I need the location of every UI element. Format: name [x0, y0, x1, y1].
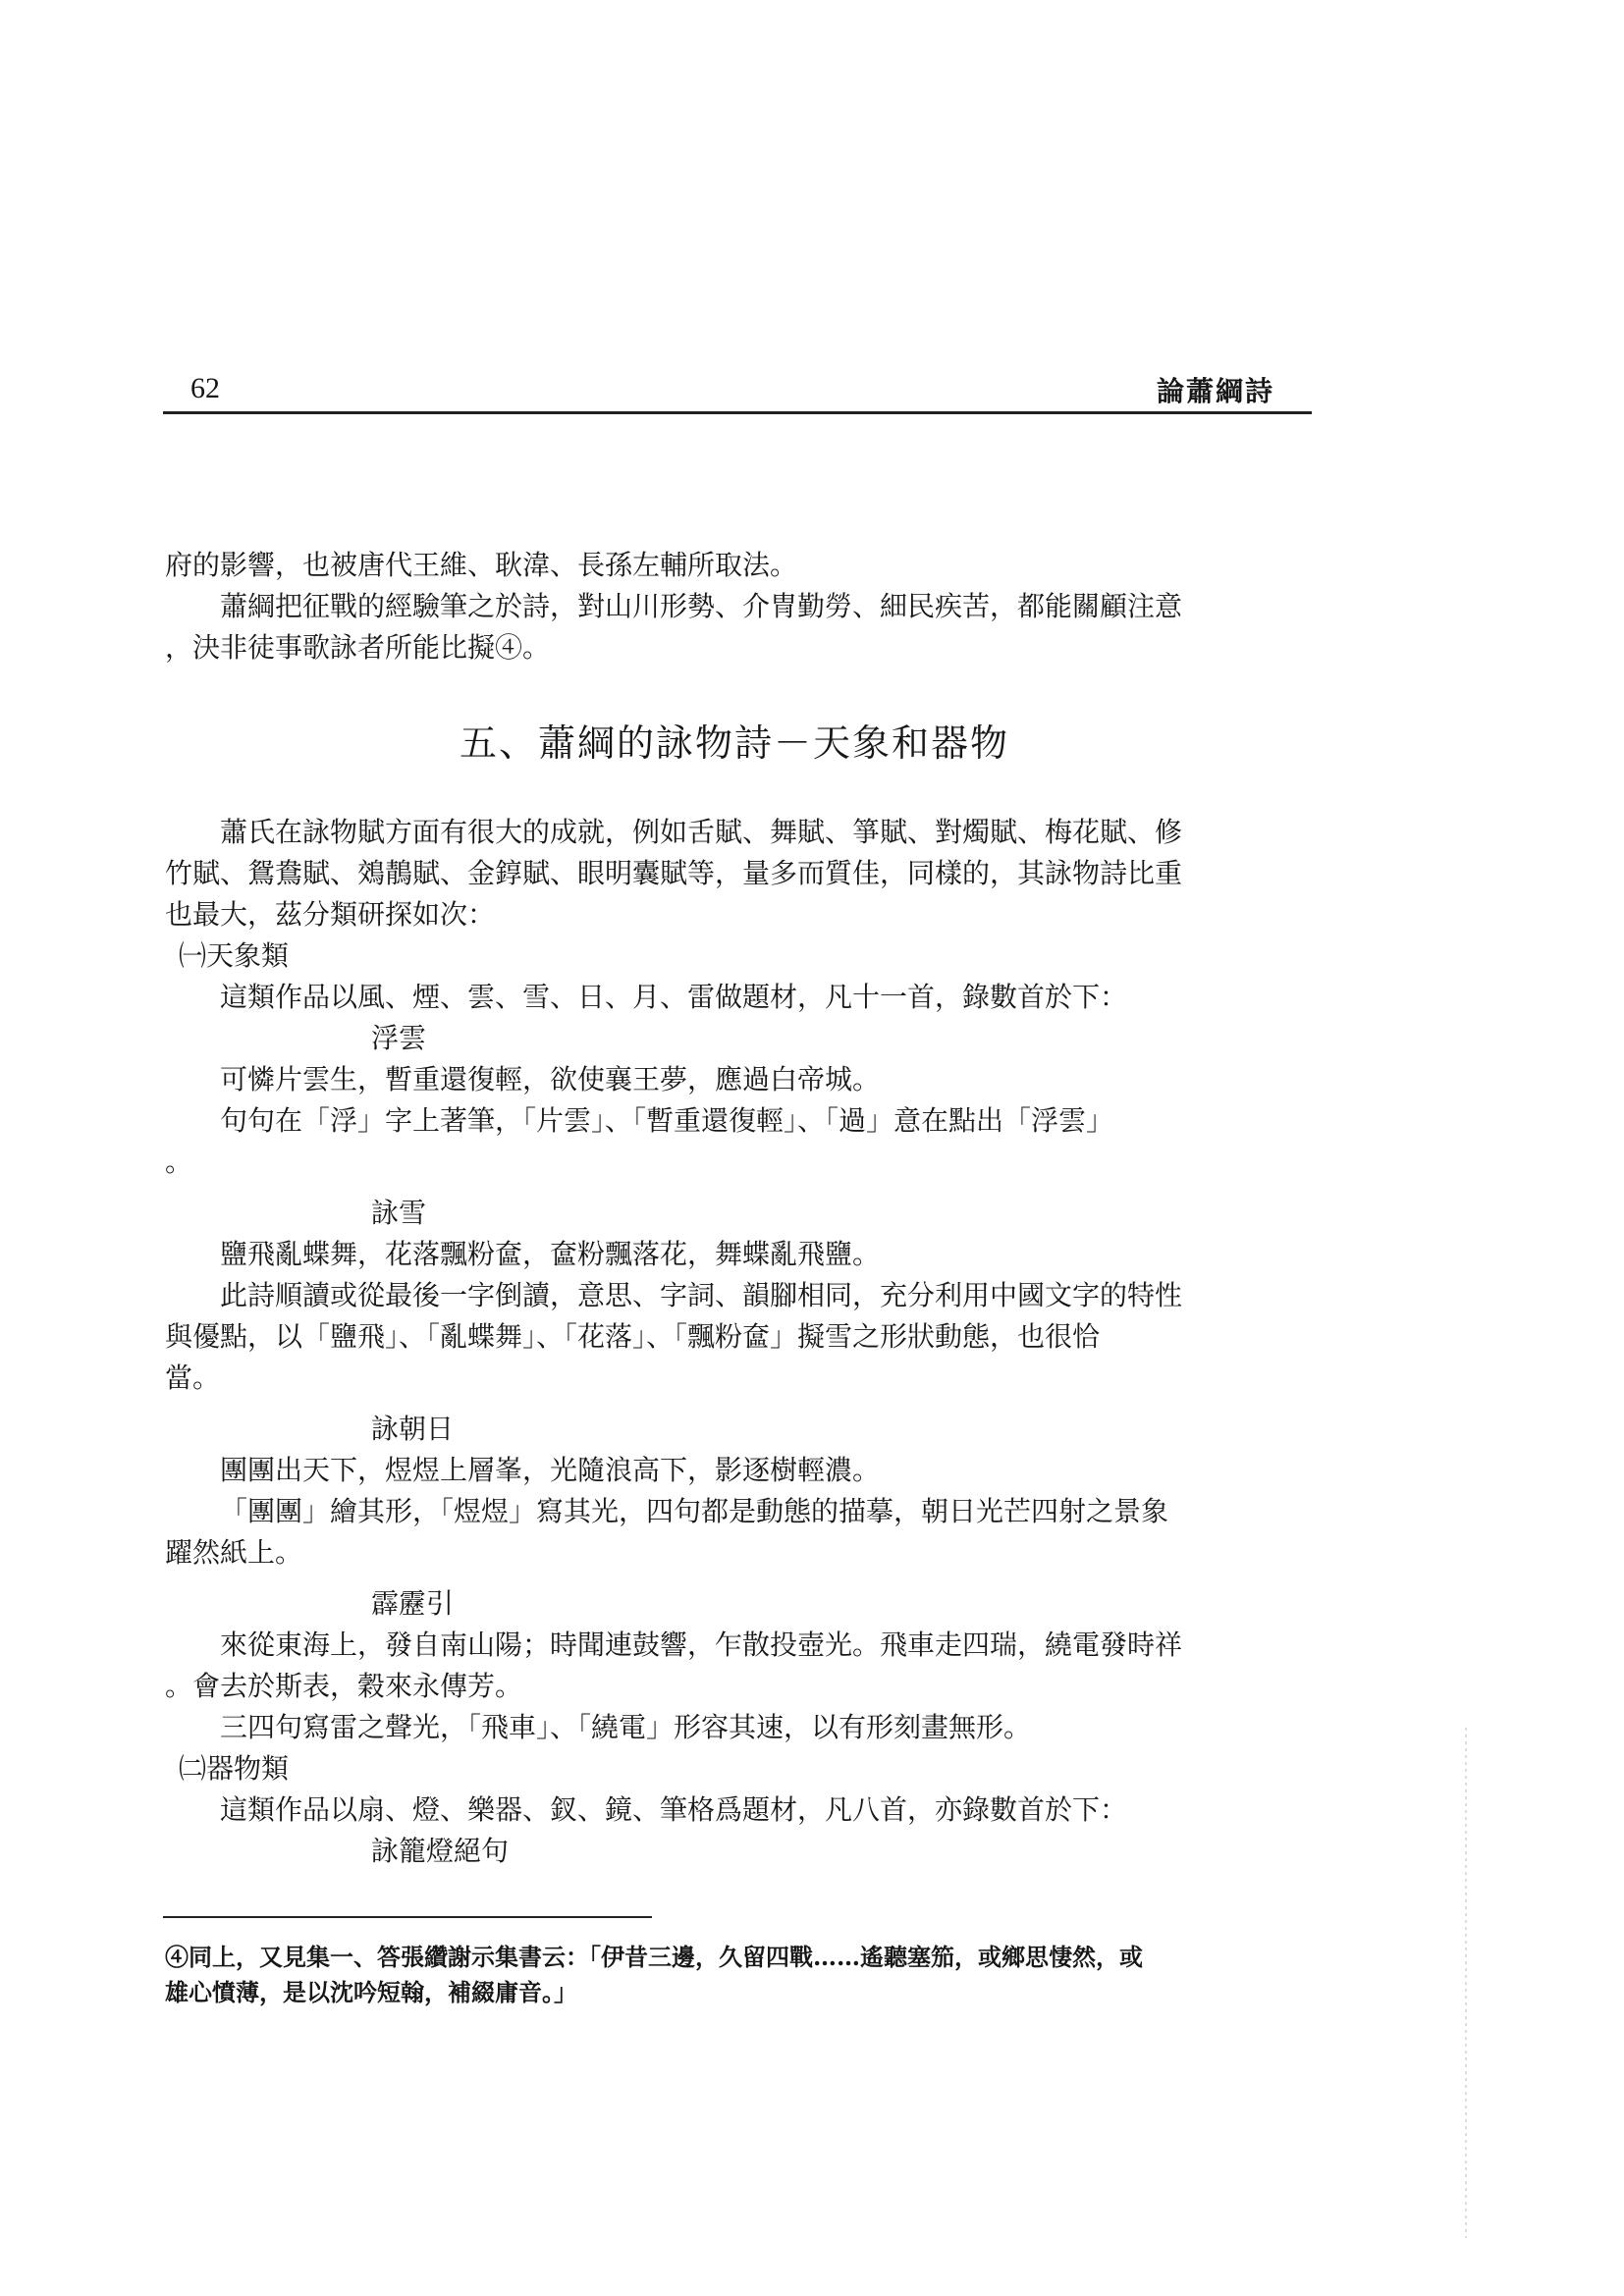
poem-title: 浮雲: [371, 1022, 427, 1054]
category-description: 這類作品以風、煙、雲、雪、日、月、雷做題材，凡十一首，錄數首於下：: [220, 981, 1128, 1013]
body-text: [165, 545, 1265, 1872]
commentary-line: 句句在「浮」字上著筆，「片雲」、「暫重還復輕」、「過」意在點出「浮雲」: [220, 1104, 1114, 1137]
paragraph-line: ，決非徒事歌詠者所能比擬④。: [165, 631, 551, 664]
commentary-line: 當。: [165, 1362, 221, 1394]
commentary-line: 與優點，以「鹽飛」、「亂蝶舞」、「花落」、「飄粉奩」擬雪之形狀動態，也很恰: [165, 1320, 1101, 1353]
footnote-line: 雄心憤薄，是以沈吟短翰，補綴庸音。」: [165, 1978, 577, 2006]
paragraph-line: 蕭綱把征戰的經驗筆之於詩，對山川形勢、介冑勤勞、細民疾苦，都能關顧注意: [220, 590, 1183, 622]
poem-text: 團團出天下，煜煜上層峯，光隨浪高下，影逐樹輕濃。: [220, 1454, 881, 1486]
commentary-line: 「團團」繪其形，「煜煜」寫其光，四句都是動態的描摹，朝日光芒四射之景象: [220, 1495, 1169, 1527]
footnote: [165, 1940, 1265, 2010]
poem-text: 來從東海上，發自南山陽；時聞連鼓響，乍散投壺光。飛車走四瑞，繞電發時祥: [220, 1629, 1183, 1661]
paragraph-line: 也最大，茲分類研探如次：: [165, 898, 496, 931]
footnote-rule: [163, 1916, 652, 1918]
paragraph-line: 竹賦、鴛鴦賦、鵁鶄賦、金錞賦、眼明囊賦等，量多而質佳，同樣的，其詠物詩比重: [165, 857, 1183, 889]
commentary-line: 。: [165, 1146, 193, 1178]
page-header: [163, 368, 1312, 411]
poem-title: 霹靂引: [371, 1587, 455, 1620]
header-rule: [163, 411, 1312, 414]
category-description: 這類作品以扇、燈、樂器、釵、鏡、筆格爲題材，凡八首，亦錄數首於下：: [220, 1793, 1128, 1826]
commentary-line: 躍然紙上。: [165, 1536, 303, 1569]
running-title: 論蕭綱詩: [1156, 375, 1274, 407]
scan-artifact: [1465, 1728, 1467, 2238]
poem-title: 詠籠燈絕句: [371, 1835, 510, 1867]
paragraph-line: 府的影響，也被唐代王維、耿湋、長孫左輔所取法。: [165, 549, 798, 581]
paragraph-line: 蕭氏在詠物賦方面有很大的成就，例如舌賦、舞賦、箏賦、對燭賦、梅花賦、修: [220, 816, 1183, 848]
section-heading: 五、蕭綱的詠物詩－天象和器物: [459, 721, 1009, 765]
poem-text: 。會去於斯表，穀來永傳芳。: [165, 1670, 523, 1702]
commentary-line: 此詩順讀或從最後一字倒讀，意思、字詞、韻腳相同，充分利用中國文字的特性: [220, 1279, 1183, 1311]
page-number: 62: [190, 372, 220, 404]
poem-title: 詠朝日: [371, 1413, 455, 1445]
poem-text: 鹽飛亂蝶舞，花落飄粉奩，奩粉飄落花，舞蝶亂飛鹽。: [220, 1238, 881, 1270]
category-heading: ㈠天象類: [179, 939, 290, 972]
poem-title: 詠雪: [371, 1197, 427, 1229]
category-heading: ㈡器物類: [179, 1752, 290, 1785]
footnote-line: ④同上，又見集一、答張纘謝示集書云：「伊昔三邊，久留四戰……遙聽塞笳，或鄉思悽然，或: [165, 1943, 1143, 1971]
commentary-line: 三四句寫雷之聲光，「飛車」、「繞電」形容其速，以有形刻畫無形。: [220, 1711, 1032, 1743]
poem-text: 可憐片雲生，暫重還復輕，欲使襄王夢，應過白帝城。: [220, 1063, 881, 1095]
